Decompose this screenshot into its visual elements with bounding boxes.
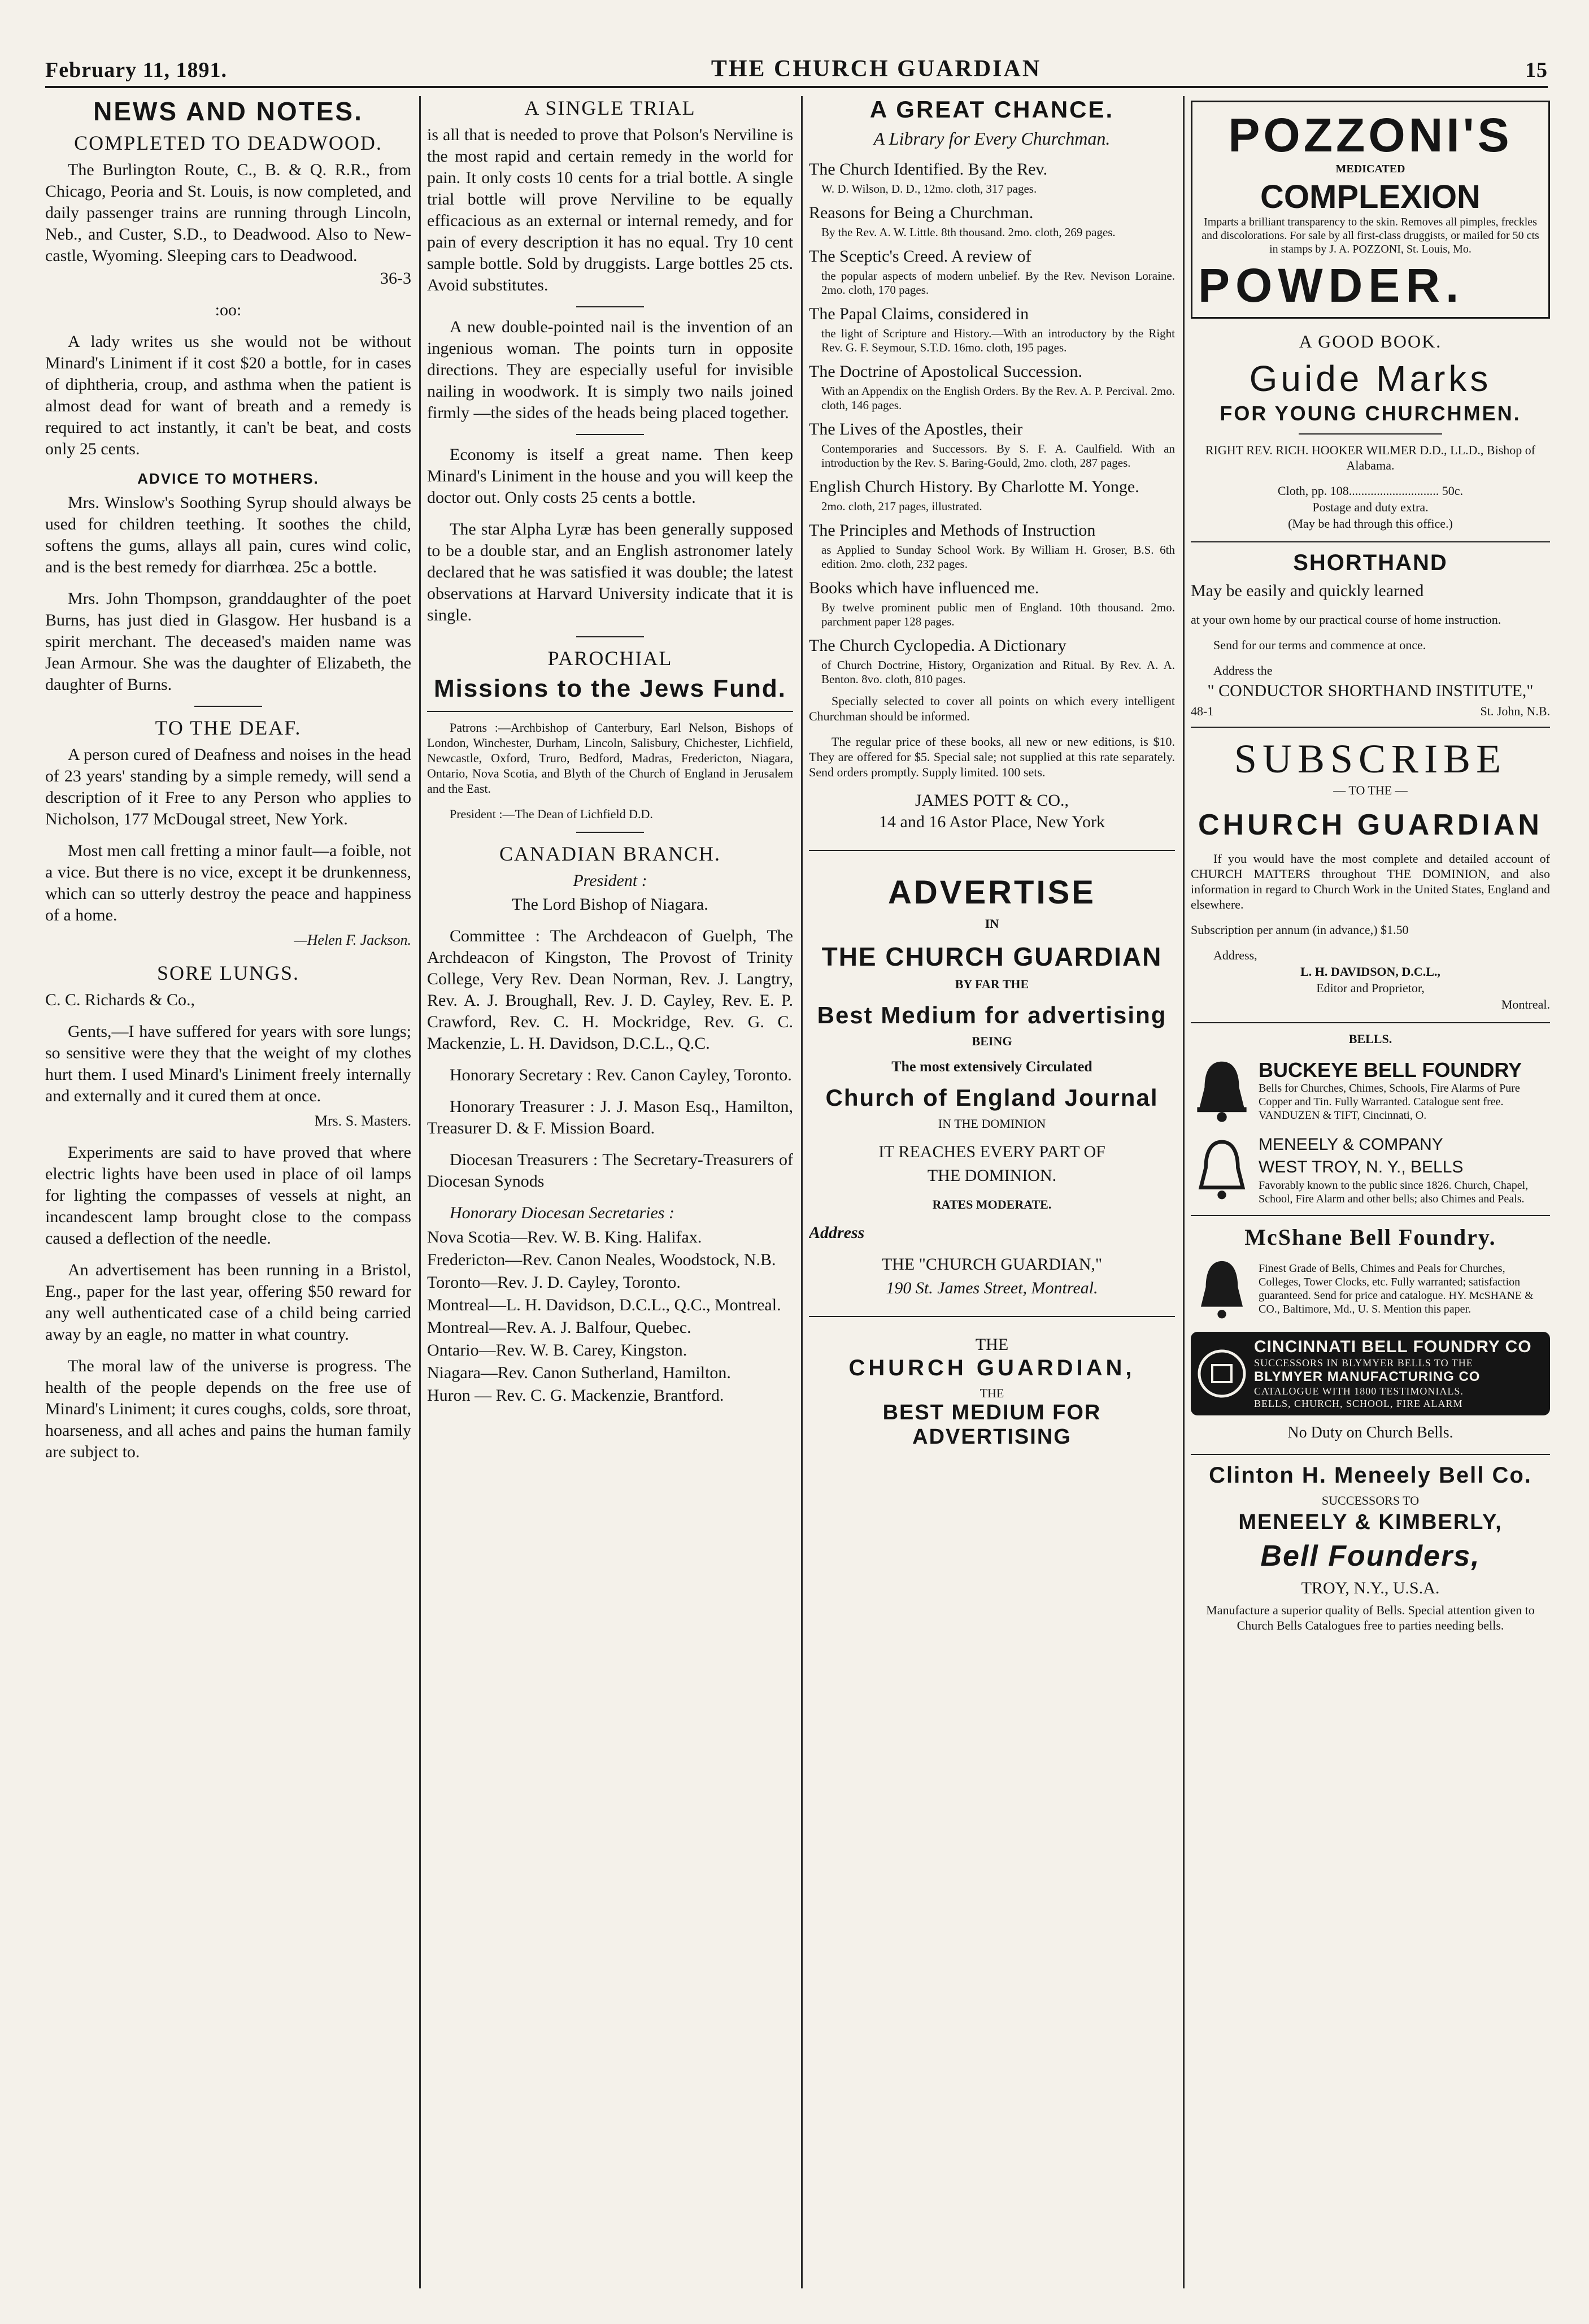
books-price: The regular price of these books, all new or new editions, is $10. They are offered for $5. Special sale; not supplied at this rate separately. Send orders promptly. Supply limited. 100 sets. (809, 735, 1175, 779)
shorthand-address: Address the (1213, 663, 1273, 677)
shorthand-city: St. John, N.B. (1480, 704, 1550, 718)
page-number: 15 (1525, 58, 1548, 82)
book-author: RIGHT REV. RICH. HOOKER WILMER D.D., LL.D., Bishop of Alabama. (1205, 443, 1536, 472)
ad-best: Best Medium for advertising (817, 1002, 1167, 1028)
book-detail: 2mo. cloth, 217 pages, illustrated. (821, 499, 982, 513)
divider (194, 706, 262, 707)
pozzoni-medicated: MEDICATED (1335, 163, 1405, 175)
page-header (45, 35, 1548, 82)
book-detail: By the Rev. A. W. Little. 8th thousand. 2mo. cloth, 269 pages. (821, 225, 1116, 239)
ad-being: BEING (972, 1034, 1012, 1048)
patrons: Patrons :—Archbishop of Canterbury, Earl Nelson, Bishops of London, Winchester, Durham, Lincoln, Salisbury, Chichester, Lichfield, Newcastle, Oxford, Truro, Bedford, Madras, Fredericton, Niagara, Ontario, Nova Scotia, and Blyth of the Church of England in Jerusalem and the East. (427, 720, 793, 796)
book-title: The Papal Claims, considered in (809, 305, 1029, 323)
divider (1191, 727, 1550, 728)
president: President :—The Dean of Lichfield D.D. (450, 807, 653, 821)
ad-by-far: BY FAR THE (955, 977, 1029, 991)
column-2 (427, 96, 793, 2294)
book-price: Cloth, pp. 108............................. 50c. (1277, 484, 1464, 498)
column-divider (801, 96, 803, 2288)
book-detail: the light of Scripture and History.—With an introductory by the Right Rev. G. F. Seymour, S.T.D. 16mo. cloth, 195 pages. (821, 327, 1175, 354)
divider (576, 832, 644, 833)
article-body: Mrs. Winslow's Soothing Syrup should always be used for children teething. It soothes the child, softens the gums, allays all pain, cures wind colic, and is the best remedy for diarrhœa. 25c a bottle. (45, 493, 411, 576)
list-item: Montreal—Rev. A. J. Balfour, Quebec. (427, 1318, 691, 1337)
subscribe-address-label: Address, (1213, 948, 1257, 962)
bell-icon (1191, 1136, 1253, 1204)
books-note: Specially selected to cover all points on which every intelligent Churchman should be informed. (809, 694, 1175, 723)
ad2-paper: CHURCH GUARDIAN, (848, 1356, 1135, 1380)
ad-most: The most extensively Circulated (891, 1058, 1092, 1075)
book-title: The Lives of the Apostles, their (809, 420, 1023, 438)
pozzoni-title: POZZONI'S (1228, 108, 1513, 162)
issue-date: February 11, 1891. (45, 58, 227, 82)
article-title: Missions to the Jews Fund. (433, 675, 787, 702)
book-title: The Sceptic's Creed. A review of (809, 247, 1031, 266)
column-divider (419, 96, 421, 2288)
article-title: COMPLETED TO DEADWOOD. (74, 132, 382, 154)
article-body: A person cured of Deafness and noises in the head of 23 years' standing by a simple remedy, will send a description of it Free to any Person who applies to Nicholson, 177 McDougal street, New York. (45, 745, 411, 828)
article-title: TO THE DEAF. (155, 716, 302, 739)
bell-icon (1191, 1057, 1253, 1124)
clinton-successors: SUCCESSORS TO (1321, 1493, 1420, 1508)
ad-dominion2: THE DOMINION. (927, 1166, 1057, 1185)
article-title: A SINGLE TRIAL (524, 97, 696, 119)
buckeye-name: BUCKEYE BELL FOUNDRY (1259, 1058, 1522, 1081)
meneely-copy: Favorably known to the public since 1826. Church, Chapel, School, Fire Alarm and other bells; also Chimes and Peals. (1259, 1179, 1529, 1205)
book-detail: Contemporaries and Successors. By S. F. A. Caulfield. With an introduction by the Rev. S. Baring-Gould, 2mo. cloth, 287 pages. (821, 442, 1175, 470)
pozzoni-powder: POWDER. (1198, 259, 1465, 312)
subscribe-paper: CHURCH GUARDIAN (1198, 809, 1543, 841)
article-title: CANADIAN BRANCH. (499, 842, 721, 865)
subscribe-role: Editor and Proprietor, (1316, 981, 1425, 995)
cincinnati-ad (1191, 1332, 1550, 1415)
cincinnati-bells: BELLS, CHURCH, SCHOOL, FIRE ALARM (1254, 1398, 1463, 1409)
header-rule (45, 86, 1548, 88)
book-title: Reasons for Being a Churchman. (809, 203, 1034, 222)
section-heading: NEWS AND NOTES. (93, 97, 363, 126)
shorthand-title: SHORTHAND (1293, 550, 1448, 575)
divider (1191, 1215, 1550, 1216)
book-detail: of Church Doctrine, History, Organization and Ritual. By Rev. A. A. Benton. 8vo. cloth, 810 pages. (821, 658, 1175, 686)
subscribe-name: L. H. DAVIDSON, D.C.L., (1300, 965, 1440, 979)
divider (1191, 541, 1550, 542)
ad-journal: Church of England Journal (825, 1084, 1159, 1111)
ad-recipient: THE "CHURCH GUARDIAN," (881, 1255, 1103, 1274)
book-detail: With an Appendix on the English Orders. By the Rev. A. P. Percival. 2mo. cloth, 146 pages. (821, 384, 1175, 412)
ad-code: 48-1 (1191, 704, 1214, 718)
book-note: Postage and duty extra. (1312, 500, 1429, 514)
committee: Committee : The Archdeacon of Guelph, The Archdeacon of Kingston, The Provost of Trinity College, Very Rev. Dean Norman, Rev. J. Langtry, Rev. A. J. Broughall, Rev. J. D. Cayley, Rev. E. P. Crawford, Rev. C. H. Mockridge, Rev. G. C. Mackenzie, L. H. Davidson, D.C.L., Q.C. (427, 927, 793, 1053)
meneely-ad (1191, 1133, 1550, 1206)
bells-kicker: BELLS. (1348, 1032, 1392, 1046)
article-body: The star Alpha Lyræ has been generally supposed to be a double star, and an English astronomer lately declared that he was satisfied it was double; the latest observations at Harvard University indicate that it is single. (427, 520, 793, 624)
book-title: Books which have influenced me. (809, 579, 1039, 597)
pozzoni-copy: Imparts a brilliant transparency to the skin. Removes all pimples, freckles and discolorations. For sale by all first-class druggists, or mailed for 50 cts in stamps by J. A. POZZONI, St. Louis, Mo. (1201, 216, 1539, 255)
kicker: A GOOD BOOK. (1299, 331, 1442, 351)
divider (1191, 1022, 1550, 1023)
article-title: ADVICE TO MOTHERS. (137, 470, 319, 487)
subscribe-heading: SUBSCRIBE (1234, 736, 1507, 781)
divider (1191, 1454, 1550, 1455)
ad-rates: RATES MODERATE. (932, 1197, 1052, 1211)
column-1 (45, 96, 411, 2294)
subscribe-city: Montreal. (1501, 997, 1550, 1011)
list-item: Niagara—Rev. Canon Sutherland, Hamilton. (427, 1363, 731, 1382)
column-4 (1191, 96, 1550, 2294)
article-title: SORE LUNGS. (156, 962, 300, 984)
article-body: A new double-pointed nail is the invention of an ingenious woman. The points turn in opposite directions. They are especially useful for invisible nailing in woodwork. It is simply two nails joined firmly —the sides of the heads being placed together. (427, 318, 793, 422)
subscribe-to: — TO THE — (1333, 783, 1408, 797)
signature: Mrs. S. Masters. (314, 1113, 411, 1129)
article-body: The Burlington Route, C., B. & Q. R.R., from Chicago, Peoria and St. Louis, is now completed, and daily passenger trains are running through Lincoln, Neb., and Custer, S.D., to Deadwood. Also to New-castle, Wyoming. Sleeping cars to Deadwood. (45, 160, 411, 265)
book-detail: the popular aspects of modern unbelief. By the Rev. Nevison Loraine. 2mo. cloth, 170 pages. (821, 269, 1175, 297)
ad-reaches: IT REACHES EVERY PART OF (878, 1143, 1105, 1161)
shorthand-institute: " CONDUCTOR SHORTHAND INSTITUTE," (1207, 681, 1534, 700)
secretary-list (427, 1227, 793, 1406)
article-body: The moral law of the universe is progress. The health of the people depends on the free use of Minard's Liniment; it cures coughs, colds, sore throat, hoarseness, and all aches and pains the human family are subject to. (45, 1357, 411, 1461)
list-item: Montreal—L. H. Davidson, D.C.L., Q.C., Montreal. (427, 1296, 781, 1314)
divider (427, 711, 793, 712)
cincinnati-title: CINCINNATI BELL FOUNDRY CO (1254, 1337, 1532, 1356)
bell-icon (1191, 1255, 1253, 1323)
book-detail: By twelve prominent public men of England. 10th thousand. 2mo. parchment paper 128 pages. (821, 601, 1175, 628)
masthead-title: THE CHURCH GUARDIAN (711, 56, 1042, 82)
president-name: The Lord Bishop of Niagara. (512, 895, 708, 914)
ad2-the: THE (975, 1335, 1009, 1354)
ad-paper: THE CHURCH GUARDIAN (821, 942, 1163, 971)
publisher-address: 14 and 16 Astor Place, New York (879, 813, 1105, 831)
shorthand-send: Send for our terms and commence at once. (1213, 638, 1426, 652)
list-item: Ontario—Rev. W. B. Carey, Kingston. (427, 1341, 687, 1359)
meneely-name: MENEELY & COMPANY (1259, 1135, 1443, 1154)
article-body: Gents,—I have suffered for years with sore lungs; so sensitive were they that the weight of my clothes hurt them. I used Minard's Liniment freely internally and externally and it cured them at once. (45, 1022, 411, 1105)
cincinnati-blymyer: BLYMYER MANUFACTURING CO (1254, 1369, 1481, 1384)
subscribe-body: If you would have the most complete and detailed account of CHURCH MATTERS throughout THE DOMINION, and also information in regard to Church Work in the United States, England and elsewhere. (1191, 852, 1550, 911)
ad-code: 36-3 (380, 269, 411, 288)
ad2-best: BEST MEDIUM FOR ADVERTISING (882, 1401, 1102, 1449)
book-title: The Principles and Methods of Instruction (809, 521, 1096, 540)
book-detail: as Applied to Sunday School Work. By William H. Groser, B.S. 6th edition. 2mo. cloth, 232 pages. (821, 543, 1175, 571)
list-item: Fredericton—Rev. Canon Neales, Woodstock, N.B. (427, 1250, 776, 1269)
clinton-founders: Bell Founders, (1260, 1540, 1481, 1572)
cincinnati-sub: SUCCESSORS IN BLYMYER BELLS TO THE (1254, 1357, 1473, 1369)
meneely-place: WEST TROY, N. Y., BELLS (1259, 1158, 1464, 1176)
article-body: A lady writes us she would not be without Minard's Liniment if it cost $20 a bottle, for in cases of diphtheria, croup, and asthma when the patient is almost dead for want of breath and a remedy is required to act instantly, it can't be beat, and costs only 25 cents. (45, 332, 411, 458)
book-note2: (May be had through this office.) (1288, 516, 1453, 531)
subscribe-price: Subscription per annum (in advance,) $1.50 (1191, 923, 1409, 937)
divider (576, 434, 644, 435)
monogram-icon (1196, 1348, 1247, 1399)
ad-dominion: IN THE DOMINION (938, 1117, 1046, 1131)
buckeye-ad (1191, 1057, 1550, 1124)
divider (809, 850, 1175, 851)
book-title: Guide Marks (1249, 358, 1492, 399)
book-for: FOR YOUNG CHURCHMEN. (1220, 402, 1521, 425)
diocesan-treasurers: Diocesan Treasurers : The Secretary-Treasurers of Diocesan Synods (427, 1150, 793, 1191)
article-body: Most men call fretting a minor fault—a foible, not a vice. But there is no vice, except it be drunkenness, which can so utterly destroy the peace and happiness of a home. (45, 841, 411, 924)
ad-street: 190 St. James Street, Montreal. (886, 1279, 1098, 1297)
no-duty: No Duty on Church Bells. (1287, 1424, 1453, 1441)
book-title: The Doctrine of Apostolical Succession. (809, 362, 1083, 381)
article-body: Experiments are said to have proved that where electric lights have been used in place of oil lamps for lighting the compasses of vessels at night, an incandescent lamp brought close to the compass caused a deflection of the needle. (45, 1143, 411, 1248)
cincinnati-catalogue: CATALOGUE WITH 1800 TESTIMONIALS. (1254, 1385, 1464, 1397)
kicker: PAROCHIAL (547, 647, 673, 670)
mcshane-name: McShane Bell Foundry. (1244, 1224, 1496, 1250)
list-item: Nova Scotia—Rev. W. B. King. Halifax. (427, 1228, 702, 1246)
buckeye-copy: Bells for Churches, Chimes, Schools, Fire Alarms of Pure Copper and Tin. Fully Warranted. Catalogue sent free. VANDUZEN & TIFT, Cincinnati, O. (1259, 1082, 1520, 1122)
mcshane-copy: Finest Grade of Bells, Chimes and Peals for Churches, Colleges, Tower Clocks, etc. Fully warranted; satisfaction guaranteed. Send for price and catalogue. HY. McSHANE & CO., Baltimore, Md., U. S. Mention this paper. (1259, 1262, 1534, 1315)
ad-subtitle: A Library for Every Churchman. (873, 128, 1111, 149)
column-divider (1183, 96, 1185, 2288)
shorthand-footer (1191, 704, 1550, 719)
list-item: Toronto—Rev. J. D. Cayley, Toronto. (427, 1273, 681, 1292)
advertise-heading: ADVERTISE (888, 874, 1096, 911)
hon-diocesan-label: Honorary Diocesan Secretaries : (450, 1204, 674, 1222)
divider (576, 636, 644, 637)
book-list (809, 159, 1175, 687)
addressee: C. C. Richards & Co., (45, 991, 195, 1009)
list-item: Huron — Rev. C. G. Mackenzie, Brantford. (427, 1386, 724, 1405)
book-title: The Church Cyclopedia. A Dictionary (809, 636, 1066, 655)
divider (576, 306, 644, 307)
publisher: JAMES POTT & CO., (915, 791, 1069, 810)
mcshane-ad (1191, 1255, 1550, 1323)
book-title: English Church History. By Charlotte M. Yonge. (809, 477, 1139, 496)
ad-in: IN (985, 916, 999, 931)
article-body: Economy is itself a great name. Then keep Minard's Liniment in the house and you will keep the doctor out. Only costs 25 cents a bottle. (427, 445, 793, 507)
ad-title: A GREAT CHANCE. (869, 96, 1115, 123)
clinton-copy: Manufacture a superior quality of Bells. Special attention given to Church Bells Catalogues free to parties needing bells. (1206, 1603, 1535, 1632)
article-body: An advertisement has been running in a Bristol, Eng., paper for the last year, offering $50 reward for any well authenticated case of a child being carried away by an eagle, no matter in what country. (45, 1261, 411, 1344)
clinton-city: TROY, N.Y., U.S.A. (1301, 1579, 1440, 1597)
hon-secretary: Honorary Secretary : Rev. Canon Cayley, Toronto. (450, 1066, 792, 1084)
shorthand-detail: at your own home by our practical course of home instruction. (1191, 613, 1501, 627)
signature: —Helen F. Jackson. (294, 932, 411, 948)
divider (809, 1316, 1175, 1317)
clinton-name: Clinton H. Meneely Bell Co. (1209, 1463, 1532, 1488)
book-title: The Church Identified. By the Rev. (809, 160, 1048, 179)
article-body: Mrs. John Thompson, granddaughter of the poet Burns, has just died in Glasgow. Her husband is a spirit merchant. The deceased's maiden name was Jean Armour. She was the daughter of Elizabeth, the daughter of Burns. (45, 589, 411, 694)
separator: :oo: (215, 301, 242, 319)
ad-address-label: Address (809, 1223, 865, 1242)
ad2-the2: THE (979, 1386, 1004, 1400)
clinton-firm: MENEELY & KIMBERLY, (1238, 1510, 1503, 1534)
pozzoni-ad (1191, 101, 1550, 319)
president-label: President : (573, 871, 647, 890)
column-3 (809, 96, 1175, 2294)
shorthand-body: May be easily and quickly learned (1191, 581, 1424, 600)
article-body: is all that is needed to prove that Polson's Nerviline is the most rapid and certain remedy in the world for pain. It only costs 10 cents for a trial bottle. A single trial bottle will prove Nerviline to be equally efficacious as an external or internal remedy, and for pain of every description it has no equal. Try 10 cent sample bottle. Sold by druggists. Large bottles 25 cts. Avoid substitutes. (427, 125, 793, 294)
hon-treasurer: Honorary Treasurer : J. J. Mason Esq., Hamilton, Treasurer D. & F. Mission Board. (427, 1097, 793, 1137)
pozzoni-complexion: COMPLEXION (1260, 179, 1481, 215)
divider (1299, 433, 1442, 435)
book-detail: W. D. Wilson, D. D., 12mo. cloth, 317 pages. (821, 182, 1037, 196)
